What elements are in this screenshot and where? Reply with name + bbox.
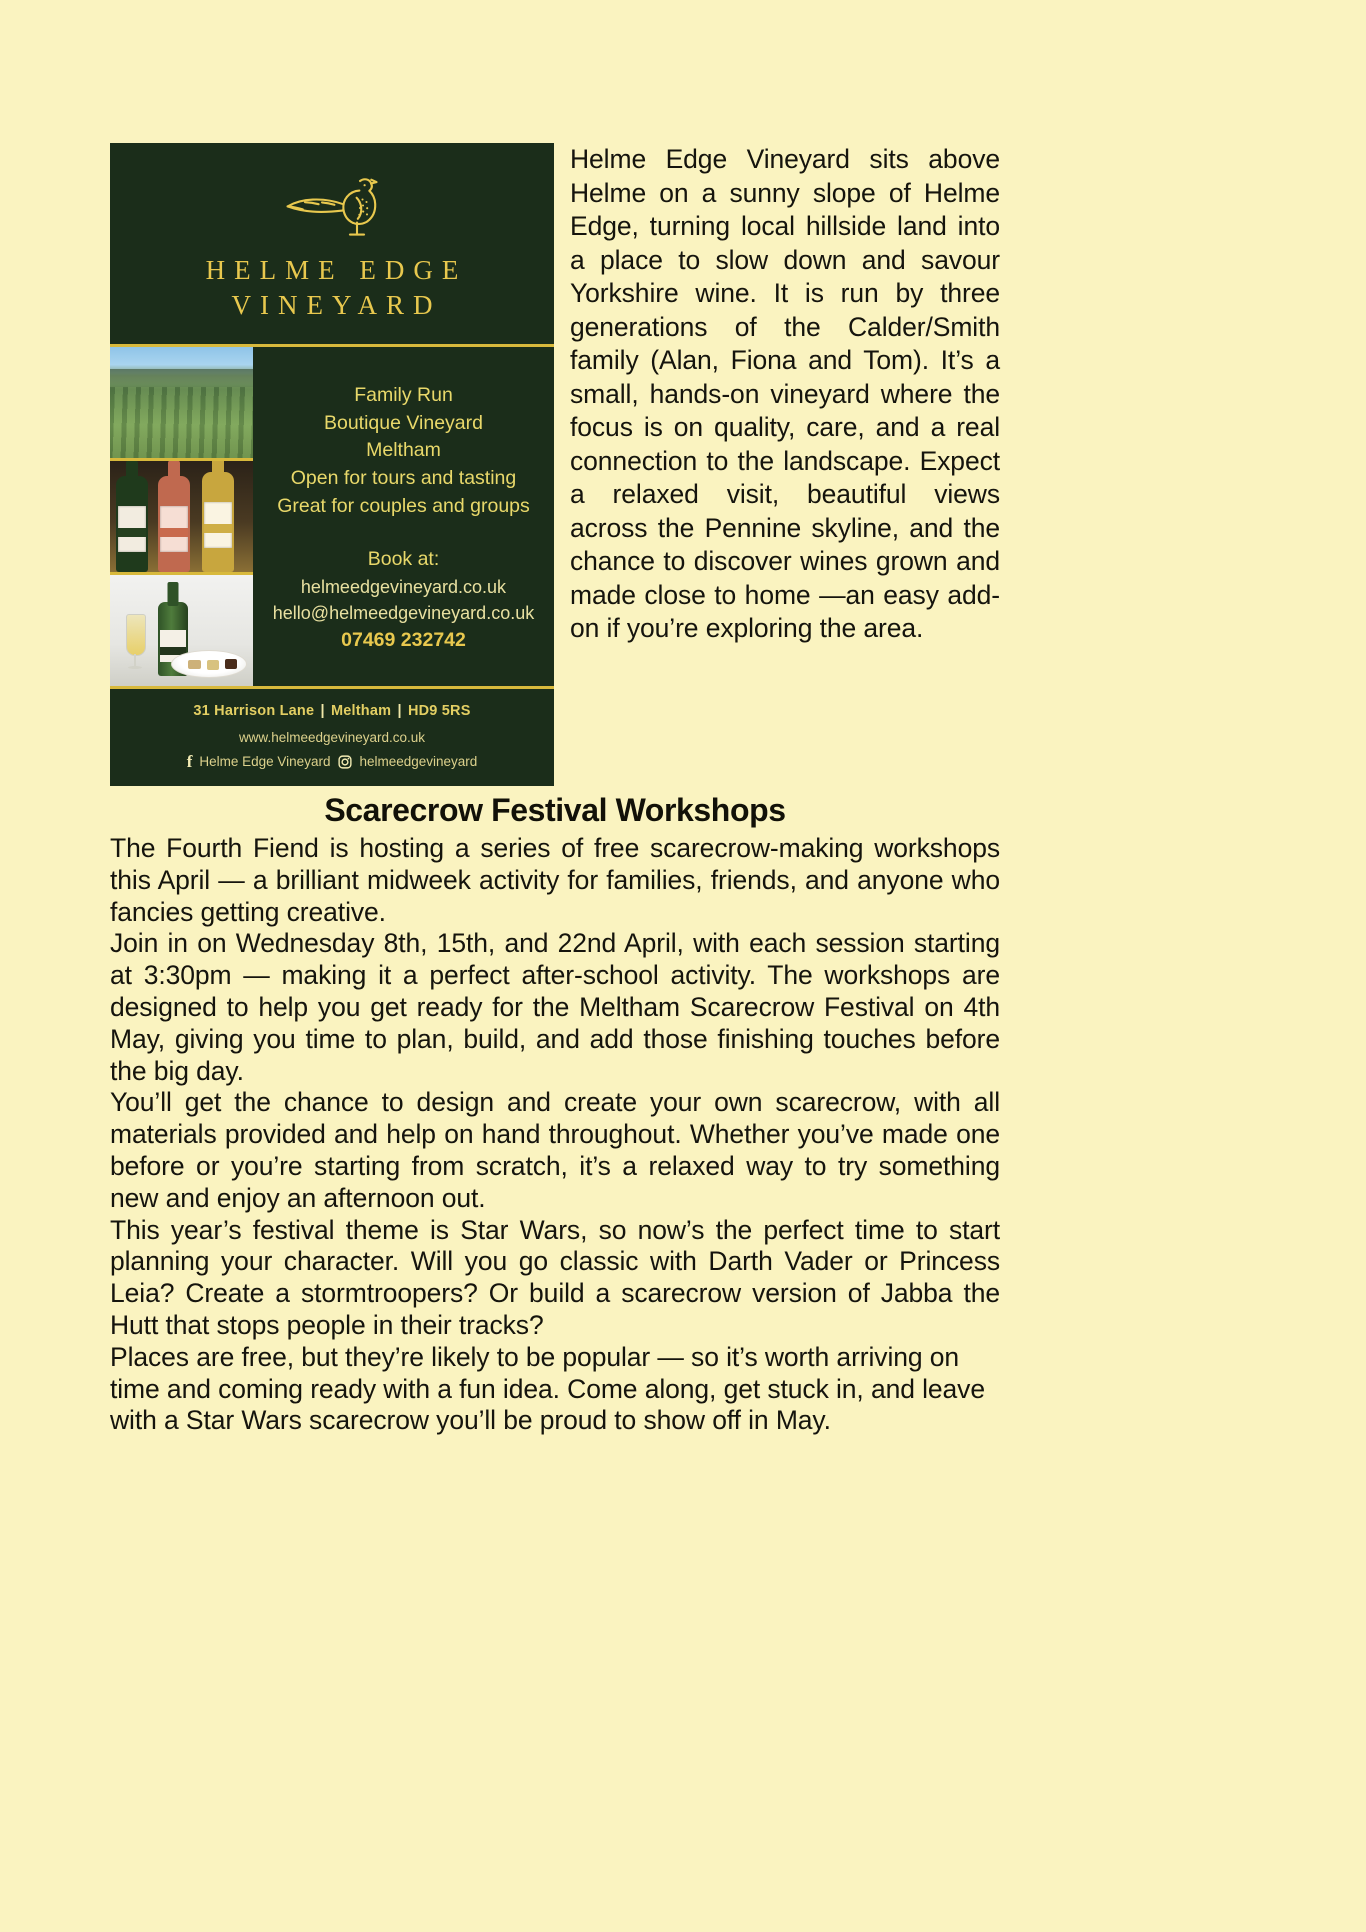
promo-line-3: Meltham — [366, 439, 441, 462]
address-separator-1: | — [320, 703, 325, 720]
advert-photo-column — [110, 347, 253, 686]
advert-footer-website[interactable]: www.helmeedgevineyard.co.uk — [238, 730, 426, 746]
article-title: Scarecrow Festival Workshops — [324, 792, 786, 829]
canape-one — [188, 660, 201, 669]
instagram-handle: helmeedgevineyard — [359, 754, 478, 770]
promo-line-1: Family Run — [354, 383, 453, 406]
brand-name-line-1: HELME EDGE — [205, 255, 468, 285]
instagram-icon — [338, 755, 352, 769]
facebook-icon: f — [186, 752, 193, 772]
promo-line-2: Boutique Vineyard — [323, 411, 483, 434]
sparkling-wine-and-canapes-photo — [110, 575, 253, 686]
book-at-heading: Book at: — [367, 548, 440, 571]
booking-email[interactable]: hello@helmeedgevineyard.co.uk — [272, 603, 535, 624]
advert-logo-block — [110, 143, 554, 347]
facebook-handle: Helme Edge Vineyard — [199, 754, 331, 770]
address-street: 31 Harrison Lane — [193, 703, 315, 720]
promo-spacer — [267, 520, 540, 546]
brand-name-line-2: VINEYARD — [231, 289, 442, 320]
article-paragraph-5: Places are free, but they’re likely to be popular — so it’s worth arriving on time and coming ready with a fun idea. Come along, get stuck in, and leave with a Star Wars scarecrow you’ll be proud to show off in May. — [110, 1341, 985, 1436]
bottle-rose — [158, 476, 190, 572]
advert-middle-block — [110, 347, 554, 689]
wine-bottles-photo — [110, 461, 253, 575]
address-town: Meltham — [330, 703, 392, 720]
promo-line-5: Great for couples and groups — [277, 494, 530, 517]
booking-website[interactable]: helmeedgevineyard.co.uk — [300, 576, 507, 597]
article-paragraph-3: You’ll get the chance to design and create your own scarecrow, with all materials provided and help on hand throughout. Whether you’ve made one before or you’re starting from scratch, it’s a relaxed way to try something new and enjoy an afternoon out. — [110, 1087, 1000, 1213]
vineyard-advert — [110, 143, 554, 786]
facebook-link[interactable] — [187, 753, 331, 770]
pheasant-icon — [272, 169, 392, 243]
advert-promo-text — [253, 347, 554, 686]
article-paragraph-1: The Fourth Fiend is hosting a series of free scarecrow-making workshops this April — a brilliant midweek activity for families, friends, and anyone who fancies getting creative. — [110, 833, 1000, 927]
scarecrow-article — [110, 792, 1000, 1437]
bottle-white — [202, 472, 234, 572]
instagram-link[interactable] — [338, 754, 477, 769]
article-paragraph-4: This year’s festival theme is Star Wars, so now’s the perfect time to start planning your character. Will you go classic with Darth Vader or Princess Leia? Create a stormtroopers? Or build a scarecrow version of Jabba the Hutt that stops people in their tracks? — [110, 1214, 1000, 1341]
advert-social-row — [120, 753, 544, 770]
article-paragraph-2: Join in on Wednesday 8th, 15th, and 22nd April, with each session starting at 3:30pm — making it a perfect after-school activity. The workshops are designed to help you get ready for the Meltham Scarecrow Festival on 4th May, giving you time to plan, build, and add those finishing touches before the big day. — [110, 928, 1000, 1086]
page-content — [110, 143, 1000, 1437]
canape-two — [207, 660, 219, 670]
bottle-sparkling — [116, 476, 148, 572]
advert-address — [120, 703, 544, 719]
top-section — [110, 143, 1000, 786]
vineyard-landscape-photo — [110, 347, 253, 461]
vineyard-intro-paragraph: Helme Edge Vineyard sits above Helme on a sunny slope of Helme Edge, turning local hillside land into a place to slow down and savour Yorkshire wine. It is run by three generations of the Calder/Smith family (Alan, Fiona and Tom). It’s a small, hands-on vineyard where the focus is on quality, care, and a real connection to the landscape. Expect a relaxed visit, beautiful views across the Pennine skyline, and the chance to discover wines grown and made close to home —an easy add-on if you’re exploring the area. — [570, 144, 1000, 644]
address-separator-2: | — [397, 703, 402, 720]
booking-phone[interactable]: 07469 232742 — [341, 629, 466, 652]
canape-three — [225, 659, 237, 669]
advert-footer-block — [110, 689, 554, 786]
champagne-flute-icon — [126, 614, 144, 670]
address-postcode: HD9 5RS — [407, 703, 471, 720]
promo-line-4: Open for tours and tasting — [290, 466, 517, 489]
